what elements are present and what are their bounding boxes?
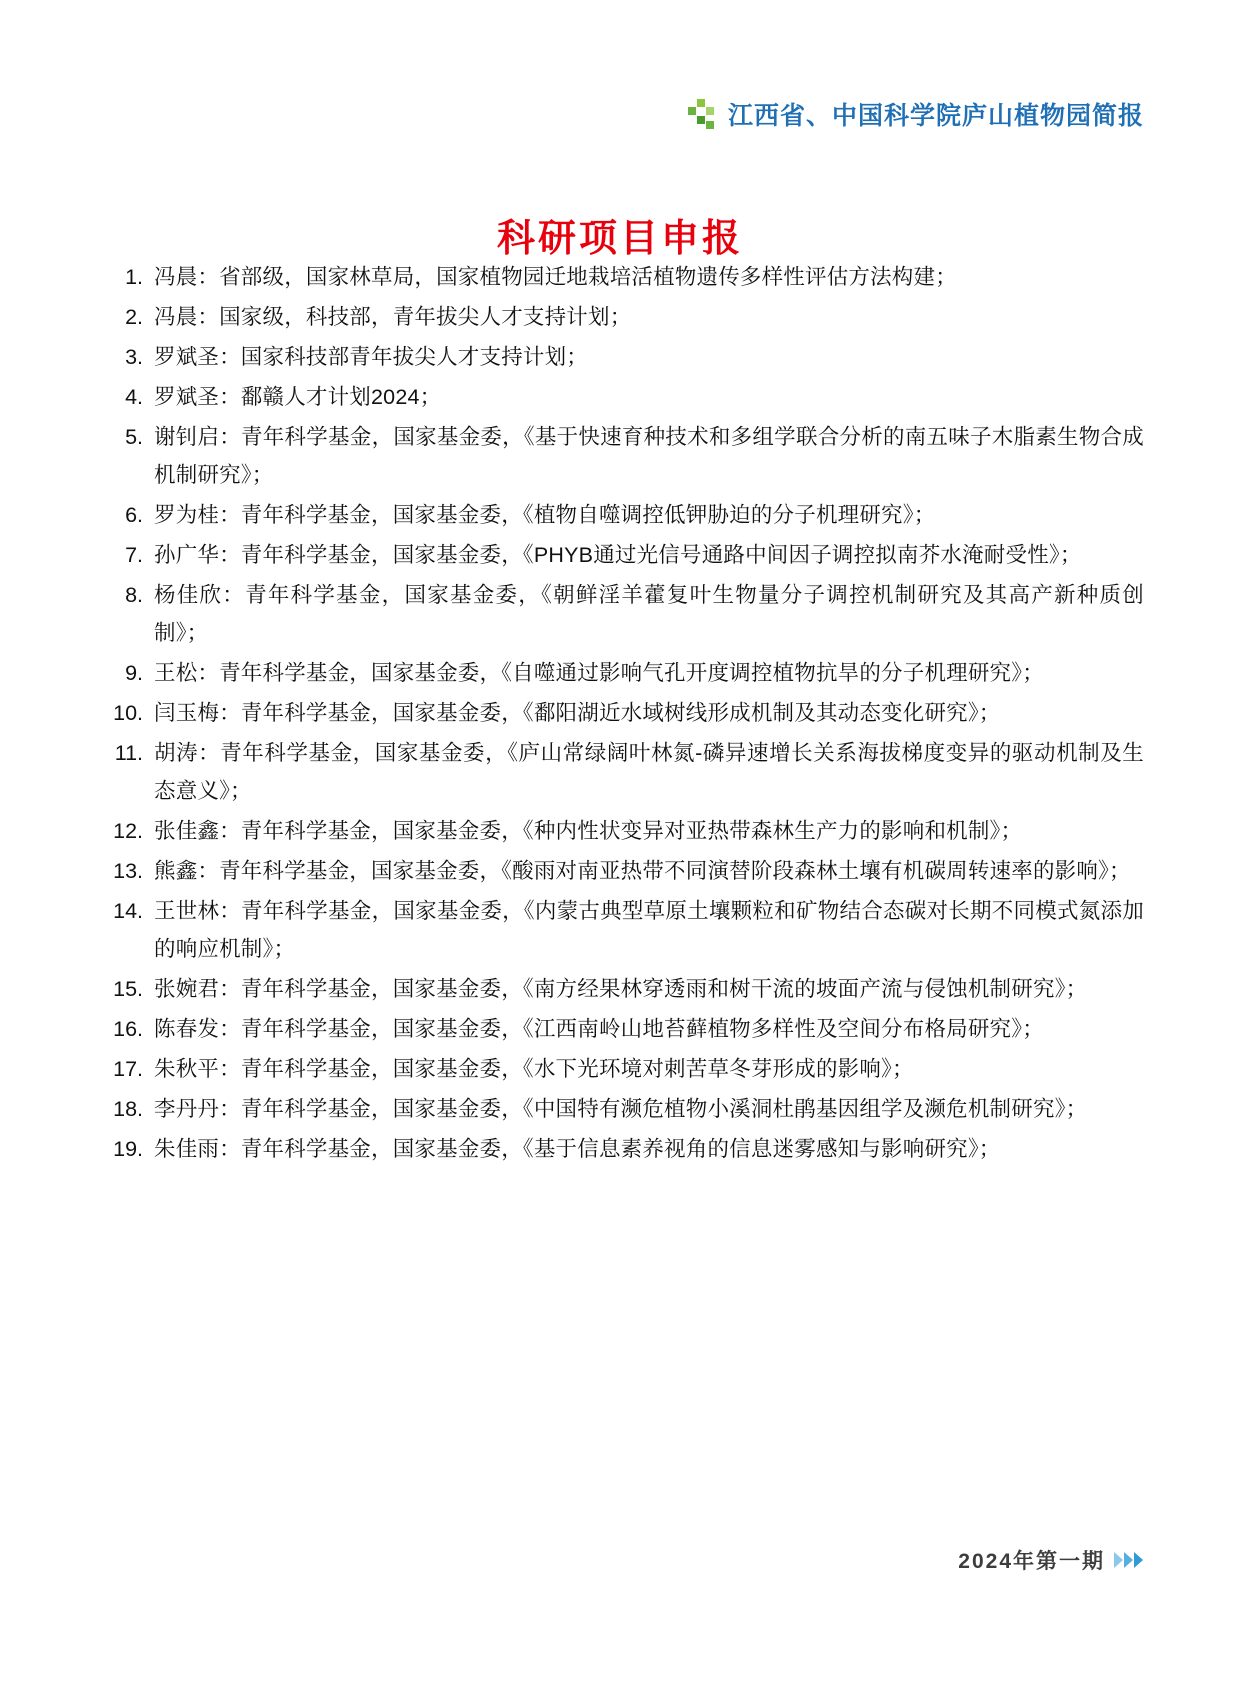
list-item-text: 谢钊启：青年科学基金，国家基金委，《基于快速育种技术和多组学联合分析的南五味子木脂素生物合成机制研究》；: [154, 425, 1144, 487]
list-item-text: 张婉君：青年科学基金，国家基金委，《南方经果林穿透雨和树干流的坡面产流与侵蚀机制研究》；: [154, 977, 1088, 1001]
list-item-text: 罗斌圣：鄱赣人才计划2024；: [154, 385, 442, 409]
list-item-number: 4.: [125, 385, 143, 409]
list-item-text: 胡涛：青年科学基金，国家基金委，《庐山常绿阔叶林氮-磷异速增长关系海拔梯度变异的驱动机制及生态意义》；: [154, 741, 1144, 803]
list-item: [108, 418, 1144, 494]
list-item-number: 6.: [125, 503, 143, 527]
list-item-number: 16.: [113, 1017, 143, 1041]
document-header: [688, 96, 1144, 132]
list-item: [108, 536, 1144, 574]
list-item-number: 13.: [113, 859, 143, 883]
list-item-text: 熊鑫：青年科学基金，国家基金委，《酸雨对南亚热带不同演替阶段森林土壤有机碳周转速率的影响》；: [154, 859, 1131, 883]
list-item: [108, 378, 1144, 416]
list-item-number: 19.: [113, 1137, 143, 1161]
list-item: [108, 338, 1144, 376]
document-footer: [958, 1545, 1144, 1575]
list-item: [108, 1130, 1144, 1168]
list-item: [108, 576, 1144, 652]
list-item-text: 陈春发：青年科学基金，国家基金委，《江西南岭山地苔藓植物多样性及空间分布格局研究》；: [154, 1017, 1044, 1041]
double-chevron-right-icon: [1114, 1552, 1144, 1568]
list-item-number: 8.: [125, 583, 143, 607]
list-item-number: 1.: [125, 265, 143, 289]
list-item-text: 王松：青年科学基金，国家基金委，《自噬通过影响气孔开度调控植物抗旱的分子机理研究》；: [154, 661, 1044, 685]
list-item: [108, 298, 1144, 336]
list-item: [108, 734, 1144, 810]
page-title: 科研项目申报: [496, 218, 743, 261]
list-item-number: 7.: [125, 543, 143, 567]
list-item-number: 12.: [113, 819, 143, 843]
list-item-text: 闫玉梅：青年科学基金，国家基金委，《鄱阳湖近水域树线形成机制及其动态变化研究》；: [154, 701, 1001, 725]
list-item-text: 朱秋平：青年科学基金，国家基金委，《水下光环境对刺苦草冬芽形成的影响》；: [154, 1057, 914, 1081]
list-item: [108, 812, 1144, 850]
project-list: [108, 258, 1144, 1170]
list-item: [108, 1050, 1144, 1088]
list-item: [108, 694, 1144, 732]
publication-title: 江西省、中国科学院庐山植物园简报: [727, 102, 1144, 130]
list-item: [108, 1090, 1144, 1128]
list-item: [108, 1010, 1144, 1048]
list-item: [108, 970, 1144, 1008]
list-item-number: 11.: [114, 741, 143, 765]
list-item-number: 18.: [113, 1097, 143, 1121]
list-item-text: 冯晨：省部级，国家林草局，国家植物园迁地栽培活植物遗传多样性评估方法构建；: [154, 265, 957, 289]
list-item-number: 5.: [125, 425, 143, 449]
list-item-number: 17.: [113, 1057, 143, 1081]
list-item: [108, 258, 1144, 296]
list-item: [108, 852, 1144, 890]
list-item-number: 3.: [125, 345, 143, 369]
list-item: [108, 654, 1144, 692]
list-item-number: 10.: [113, 701, 143, 725]
list-item: [108, 892, 1144, 968]
list-item-text: 罗斌圣：国家科技部青年拔尖人才支持计划；: [154, 345, 589, 369]
pixel-leaf-icon: [688, 99, 718, 129]
list-item-text: 李丹丹：青年科学基金，国家基金委，《中国特有濒危植物小溪洞杜鹃基因组学及濒危机制研究》；: [154, 1097, 1088, 1121]
list-item-text: 杨佳欣：青年科学基金，国家基金委，《朝鲜淫羊藿复叶生物量分子调控机制研究及其高产新种质创制》；: [154, 583, 1144, 645]
issue-label: 2024年第一期: [958, 1550, 1105, 1573]
list-item-text: 王世林：青年科学基金，国家基金委，《内蒙古典型草原土壤颗粒和矿物结合态碳对长期不同模式氮添加的响应机制》；: [154, 899, 1144, 961]
list-item-text: 冯晨：国家级，科技部，青年拔尖人才支持计划；: [154, 305, 632, 329]
list-item-text: 张佳鑫：青年科学基金，国家基金委，《种内性状变异对亚热带森林生产力的影响和机制》；: [154, 819, 1023, 843]
list-item-number: 9.: [125, 661, 143, 685]
list-item-number: 14.: [113, 899, 143, 923]
list-item-text: 罗为桂：青年科学基金，国家基金委，《植物自噬调控低钾胁迫的分子机理研究》；: [154, 503, 936, 527]
list-item-text: 朱佳雨：青年科学基金，国家基金委，《基于信息素养视角的信息迷雾感知与影响研究》；: [154, 1137, 1001, 1161]
list-item-number: 15.: [113, 977, 143, 1001]
list-item-text: 孙广华：青年科学基金，国家基金委，《PHYB通过光信号通路中间因子调控拟南芥水淹耐受性》；: [154, 543, 1082, 567]
list-item: [108, 496, 1144, 534]
list-item-number: 2.: [125, 305, 143, 329]
